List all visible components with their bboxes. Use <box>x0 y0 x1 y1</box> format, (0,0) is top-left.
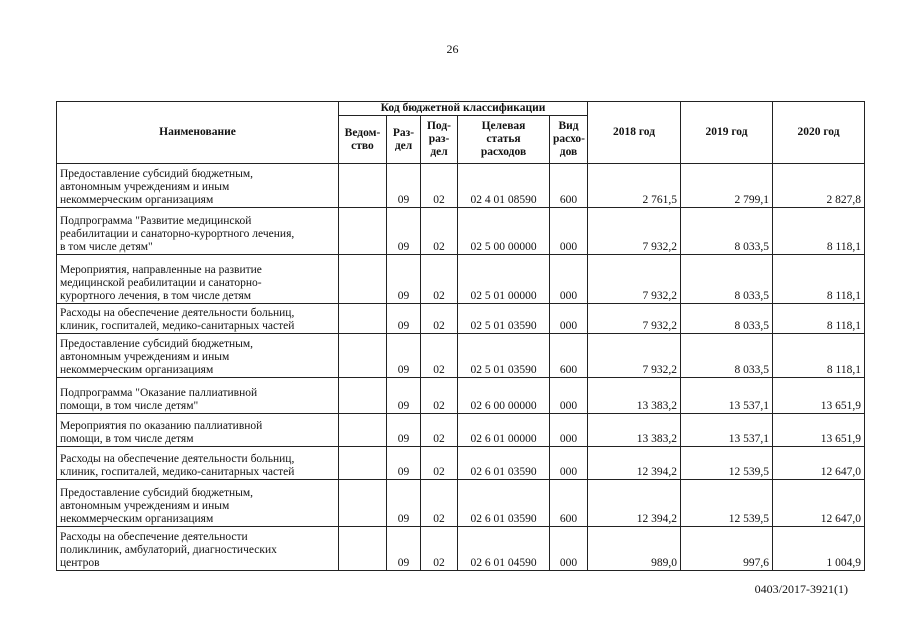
row-razdel: 09 <box>387 378 421 414</box>
row-name: Предоставление субсидий бюджетным, автономным учреждениям и иным некоммерческим организациям <box>57 334 339 378</box>
row-target: 02 6 01 03590 <box>458 480 550 527</box>
table-row <box>57 378 865 414</box>
row-target: 02 6 01 00000 <box>458 414 550 447</box>
row-target: 02 5 01 00000 <box>458 255 550 304</box>
row-target: 02 5 01 03590 <box>458 334 550 378</box>
page-number: 26 <box>446 42 459 56</box>
row-2019: 8 033,5 <box>681 304 773 334</box>
row-podrazdel: 02 <box>421 164 458 208</box>
row-2018: 7 932,2 <box>588 304 681 334</box>
table-row <box>57 255 865 304</box>
row-vedomstvo <box>339 480 387 527</box>
row-2020: 1 004,9 <box>773 527 865 571</box>
row-2019: 8 033,5 <box>681 255 773 304</box>
row-razdel: 09 <box>387 527 421 571</box>
row-vid: 000 <box>550 414 588 447</box>
row-2019: 13 537,1 <box>681 378 773 414</box>
row-vid: 600 <box>550 480 588 527</box>
header-vedomstvo: Ведом- ство <box>339 116 387 164</box>
table-row <box>57 414 865 447</box>
header-razdel: Раз- дел <box>387 116 421 164</box>
row-name: Расходы на обеспечение деятельности больниц, клиник, госпиталей, медико-санитарных частей <box>57 304 339 334</box>
row-razdel: 09 <box>387 304 421 334</box>
row-2019: 997,6 <box>681 527 773 571</box>
row-target: 02 5 01 03590 <box>458 304 550 334</box>
table-body <box>57 164 865 571</box>
row-vid: 000 <box>550 378 588 414</box>
row-2018: 12 394,2 <box>588 480 681 527</box>
row-podrazdel: 02 <box>421 480 458 527</box>
row-podrazdel: 02 <box>421 334 458 378</box>
row-name: Подпрограмма "Оказание паллиативной помощи, в том числе детям" <box>57 378 339 414</box>
row-target: 02 6 01 03590 <box>458 447 550 480</box>
header-code-group: Код бюджетной классификации <box>339 102 588 116</box>
row-vedomstvo <box>339 378 387 414</box>
row-name: Предоставление субсидий бюджетным, автономным учреждениям и иным некоммерческим организациям <box>57 480 339 527</box>
row-2018: 7 932,2 <box>588 255 681 304</box>
row-name: Мероприятия по оказанию паллиативной помощи, в том числе детям <box>57 414 339 447</box>
document-code: 0403/2017-3921(1) <box>754 582 848 596</box>
row-2020: 2 827,8 <box>773 164 865 208</box>
row-name: Мероприятия, направленные на развитие медицинской реабилитации и санаторно- курортного лечения, в том числе детям <box>57 255 339 304</box>
row-2018: 7 932,2 <box>588 208 681 255</box>
row-vedomstvo <box>339 255 387 304</box>
row-2019: 12 539,5 <box>681 447 773 480</box>
row-2020: 12 647,0 <box>773 480 865 527</box>
row-name: Расходы на обеспечение деятельности больниц, клиник, госпиталей, медико-санитарных частей <box>57 447 339 480</box>
row-2018: 7 932,2 <box>588 334 681 378</box>
row-2020: 8 118,1 <box>773 208 865 255</box>
row-vid: 600 <box>550 164 588 208</box>
budget-table <box>56 101 865 571</box>
row-podrazdel: 02 <box>421 527 458 571</box>
row-2020: 13 651,9 <box>773 414 865 447</box>
row-razdel: 09 <box>387 414 421 447</box>
row-name: Подпрограмма "Развитие медицинской реабилитации и санаторно-курортного лечения, в том числе детям" <box>57 208 339 255</box>
header-vid: Вид расхо- дов <box>550 116 588 164</box>
row-2020: 13 651,9 <box>773 378 865 414</box>
row-razdel: 09 <box>387 480 421 527</box>
row-vid: 000 <box>550 527 588 571</box>
row-2019: 13 537,1 <box>681 414 773 447</box>
row-vedomstvo <box>339 447 387 480</box>
header-2018: 2018 год <box>588 102 681 164</box>
row-2020: 8 118,1 <box>773 334 865 378</box>
row-2020: 8 118,1 <box>773 255 865 304</box>
row-vedomstvo <box>339 164 387 208</box>
row-vedomstvo <box>339 527 387 571</box>
table-row <box>57 208 865 255</box>
row-vid: 000 <box>550 255 588 304</box>
row-vid: 000 <box>550 304 588 334</box>
row-podrazdel: 02 <box>421 304 458 334</box>
row-target: 02 5 00 00000 <box>458 208 550 255</box>
row-2019: 2 799,1 <box>681 164 773 208</box>
table-row <box>57 164 865 208</box>
row-name: Предоставление субсидий бюджетным, автономным учреждениям и иным некоммерческим организациям <box>57 164 339 208</box>
row-2018: 13 383,2 <box>588 414 681 447</box>
row-podrazdel: 02 <box>421 208 458 255</box>
row-vid: 600 <box>550 334 588 378</box>
row-podrazdel: 02 <box>421 414 458 447</box>
header-2020: 2020 год <box>773 102 865 164</box>
header-target: Целевая статья расходов <box>458 116 550 164</box>
row-2018: 989,0 <box>588 527 681 571</box>
row-2019: 12 539,5 <box>681 480 773 527</box>
row-razdel: 09 <box>387 208 421 255</box>
row-target: 02 6 00 00000 <box>458 378 550 414</box>
row-podrazdel: 02 <box>421 378 458 414</box>
table-row <box>57 304 865 334</box>
row-2020: 8 118,1 <box>773 304 865 334</box>
table-row <box>57 334 865 378</box>
table-row <box>57 447 865 480</box>
row-vid: 000 <box>550 447 588 480</box>
row-2019: 8 033,5 <box>681 334 773 378</box>
row-vedomstvo <box>339 208 387 255</box>
row-name: Расходы на обеспечение деятельности поликлиник, амбулаторий, диагностических центров <box>57 527 339 571</box>
table-row <box>57 480 865 527</box>
row-razdel: 09 <box>387 447 421 480</box>
table-row <box>57 527 865 571</box>
row-2020: 12 647,0 <box>773 447 865 480</box>
row-target: 02 6 01 04590 <box>458 527 550 571</box>
row-2018: 2 761,5 <box>588 164 681 208</box>
row-razdel: 09 <box>387 334 421 378</box>
row-vedomstvo <box>339 304 387 334</box>
row-vedomstvo <box>339 414 387 447</box>
row-2019: 8 033,5 <box>681 208 773 255</box>
row-podrazdel: 02 <box>421 255 458 304</box>
row-target: 02 4 01 08590 <box>458 164 550 208</box>
table-header <box>57 102 865 164</box>
row-vid: 000 <box>550 208 588 255</box>
header-podrazdel: Под- раз- дел <box>421 116 458 164</box>
row-2018: 12 394,2 <box>588 447 681 480</box>
header-name: Наименование <box>57 102 339 164</box>
row-podrazdel: 02 <box>421 447 458 480</box>
row-razdel: 09 <box>387 255 421 304</box>
row-2018: 13 383,2 <box>588 378 681 414</box>
header-2019: 2019 год <box>681 102 773 164</box>
row-razdel: 09 <box>387 164 421 208</box>
row-vedomstvo <box>339 334 387 378</box>
